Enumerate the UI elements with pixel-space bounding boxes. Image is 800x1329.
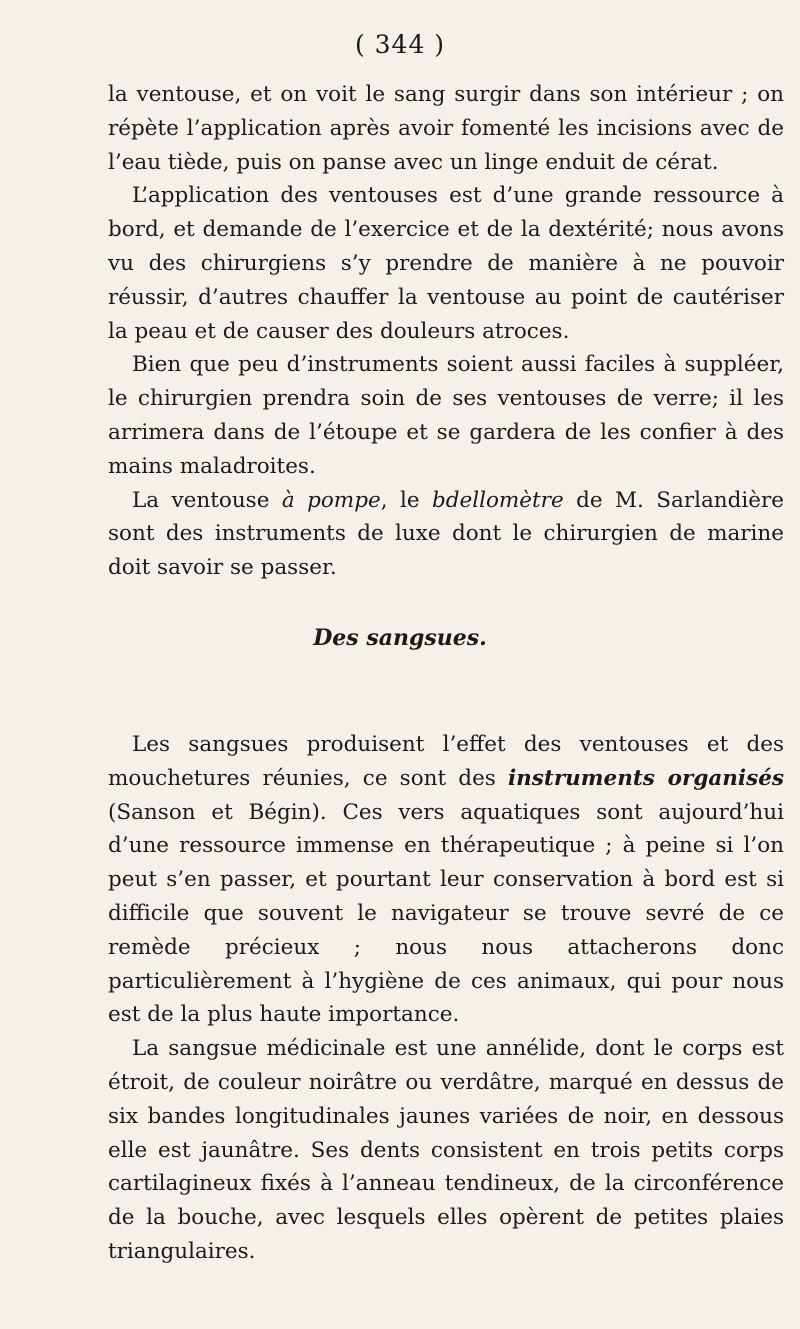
- paragraph-sangsues-effet: [108, 728, 784, 1032]
- paragraph-ventouses-application: L’application des ventouses est d’une grande ressource à bord, et demande de l’exercice et de la dextérité; nous avons vu des chirurgiens s’y prendre de manière à ne pouvoir réussir, d’autres chauffer la ventouse au point de cautériser la peau et de causer des douleurs atroces.: [108, 183, 784, 344]
- paragraph-ventouses-verre: Bien que peu d’instruments soient aussi faciles à suppléer, le chirurgien prendra soin de ses ventouses de verre; il les arrimera dans de l’étoupe et se gardera de les confier à des mains maladroites.: [108, 352, 784, 479]
- paragraph-sangsue-medicinale: La sangsue médicinale est une annélide, dont le corps est étroit, de couleur noirâtre ou verdâtre, marqué en dessus de six bandes longitudinales jaunes variées de noir, en dessous elle est jaunâtre. Ses dents consistent en trois petits corps cartilagineux fixés à l’anneau tendineux, de la circonférence de la bouche, avec lesquels elles opèrent de petites plaies triangulaires.: [108, 1036, 784, 1264]
- italic-term-instruments-organises: instruments organisés: [507, 765, 784, 791]
- text-block-bottom: [108, 728, 784, 1269]
- text-run: La ventouse: [132, 487, 282, 513]
- page-number: ( 344 ): [354, 30, 446, 59]
- paragraph-continuation: la ventouse, et on voit le sang surgir dans son intérieur ; on répète l’application après avoir fomenté les incisions avec de l’eau tiède, puis on panse avec un linge enduit de cérat.: [108, 82, 784, 175]
- italic-term-bdellometre: bdellomètre: [431, 487, 564, 513]
- text-run: , le: [380, 487, 432, 513]
- paragraph-ventouse-pompe: [108, 484, 784, 585]
- text-block-top: [108, 78, 784, 585]
- text-run: Les sangsues produisent l’effet des ventouses et des mouchetures réunies, ce sont des: [108, 732, 784, 791]
- section-heading: Des sangsues.: [313, 625, 487, 651]
- italic-term-a-pompe: à pompe: [281, 487, 381, 513]
- text-run: (Sanson et Bégin). Ces vers aquatiques sont aujourd’hui d’une ressource immense en thérapeutique ; à peine si l’on peut s’en passer, et pourtant leur conservation à bord est si difficile que souvent le navigateur se trouve sevré de ce remède précieux ; nous nous attacherons donc particulièrement à l’hygiène de ces animaux, qui pour nous est de la plus haute importance.: [108, 799, 784, 1028]
- text-run: de M. Sarlandière sont des instruments de luxe dont le chirurgien de marine doit savoir se passer.: [108, 487, 785, 581]
